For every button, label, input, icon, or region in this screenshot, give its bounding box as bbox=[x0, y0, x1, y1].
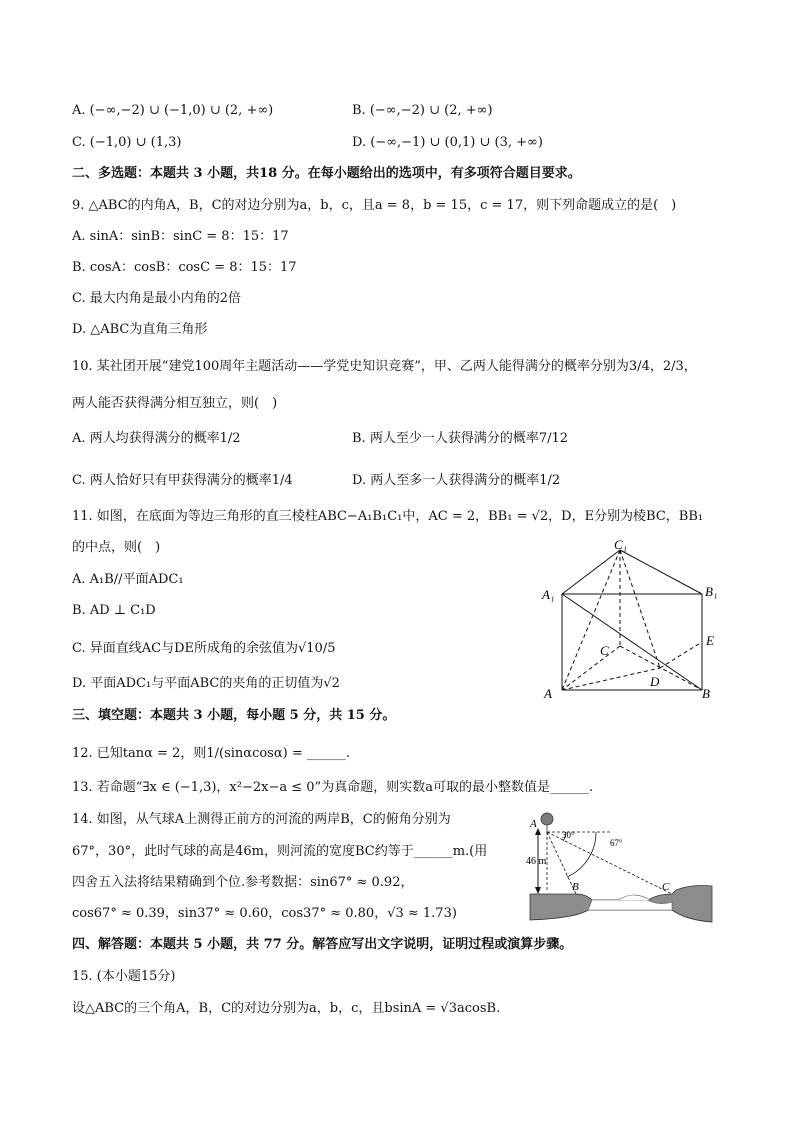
q8-option-a: A. (−∞,−2) ∪ (−1,0) ∪ (2, +∞) bbox=[72, 103, 274, 118]
label-b1: B₁ bbox=[705, 584, 718, 599]
label-c: C bbox=[662, 881, 670, 893]
label-a: A bbox=[544, 686, 552, 701]
label-d: D bbox=[650, 674, 660, 689]
label-a1: A₁ bbox=[542, 587, 555, 602]
q10-stem-line2: 两人能否获得满分相互独立，则( ) bbox=[72, 396, 278, 411]
label-c: C bbox=[600, 643, 609, 658]
section-3-heading: 三、填空题：本题共 3 小题，每小题 5 分，共 15 分。 bbox=[72, 708, 396, 723]
label-b: B bbox=[702, 686, 710, 701]
q8-option-c: C. (−1,0) ∪ (1,3) bbox=[72, 135, 182, 150]
q10-option-c: C. 两人恰好只有甲获得满分的概率1/4 bbox=[72, 473, 293, 488]
prism-figure bbox=[536, 538, 726, 704]
q15-title: 15. (本小题15分) bbox=[72, 969, 176, 984]
q8-option-d: D. (−∞,−1) ∪ (0,1) ∪ (3, +∞) bbox=[352, 135, 543, 150]
q11-option-a: A. A₁B//平面ADC₁ bbox=[72, 572, 184, 587]
q10-stem-line1: 10. 某社团开展“建党100周年主题活动——学党史知识竞赛”，甲、乙两人能得满分的概率分别为3/4，2/3， bbox=[72, 359, 697, 374]
q14-line1: 14. 如图，从气球A上测得正前方的河流的两岸B，C的俯角分别为 bbox=[72, 812, 451, 827]
height-label: 46 m bbox=[526, 856, 547, 867]
q11-option-c: C. 异面直线AC与DE所成角的余弦值为√10/5 bbox=[72, 641, 336, 656]
label-c1: C₁ bbox=[614, 538, 628, 552]
section-4-heading: 四、解答题：本题共 5 小题，共 77 分。解答应写出文字说明，证明过程或演算步骤。 bbox=[72, 937, 573, 952]
q9-stem: 9. △ABC的内角A，B，C的对边分别为a，b，c，且a = 8，b = 15，c = 17，则下列命题成立的是( ) bbox=[72, 198, 677, 213]
balloon-icon bbox=[541, 813, 553, 825]
q12-text: 12. 已知tanα = 2，则1/(sinαcosα) = ______. bbox=[72, 746, 350, 761]
q10-option-b: B. 两人至少一人获得满分的概率7/12 bbox=[352, 431, 569, 446]
angle-67-label: 67° bbox=[610, 838, 623, 848]
angle-30-label: 30° bbox=[562, 830, 575, 840]
q11-option-b: B. AD ⊥ C₁D bbox=[72, 603, 156, 618]
section-2-heading: 二、多选题：本题共 3 小题，共18 分。在每小题给出的选项中，有多项符合题目要求。 bbox=[72, 166, 581, 181]
q9-option-c: C. 最大内角是最小内角的2倍 bbox=[72, 291, 242, 306]
label-b: B bbox=[572, 881, 579, 893]
q14-line4: cos67° ≈ 0.39，sin37° ≈ 0.60，cos37° ≈ 0.80，√3 ≈ 1.73) bbox=[72, 906, 457, 921]
q10-option-a: A. 两人均获得满分的概率1/2 bbox=[72, 431, 241, 446]
q9-option-d: D. △ABC为直角三角形 bbox=[72, 322, 208, 337]
q14-line3: 四舍五入法将结果精确到个位.参考数据：sin67° ≈ 0.92， bbox=[72, 875, 414, 890]
q15-stem: 设△ABC的三个角A，B，C的对边分别为a，b，c，且bsinA = √3acosB. bbox=[72, 1001, 501, 1016]
q14-line2: 67°，30°，此时气球的高是46m，则河流的宽度BC约等于______m.(用 bbox=[72, 844, 488, 859]
q9-option-b: B. cosA：cosB：cosC = 8：15：17 bbox=[72, 260, 297, 275]
q11-option-d: D. 平面ADC₁与平面ABC的夹角的正切值为√2 bbox=[72, 676, 340, 691]
balloon-river-figure bbox=[526, 810, 716, 926]
q9-option-a: A. sinA：sinB：sinC = 8：15：17 bbox=[72, 229, 289, 244]
q8-option-b: B. (−∞,−2) ∪ (2, +∞) bbox=[352, 103, 493, 118]
q10-option-d: D. 两人至多一人获得满分的概率1/2 bbox=[352, 473, 561, 488]
q13-text: 13. 若命题“∃x ∈ (−1,3)，x²−2x−a ≤ 0”为真命题，则实数a可取的最小整数值是______. bbox=[72, 780, 594, 795]
q11-stem-line2: 的中点，则( ) bbox=[72, 540, 161, 555]
label-e: E bbox=[706, 633, 714, 648]
label-a: A bbox=[530, 818, 537, 830]
q11-stem-line1: 11. 如图，在底面为等边三角形的直三棱柱ABC−A₁B₁C₁中，AC = 2，BB₁ = √2，D，E分别为棱BC，BB₁ bbox=[72, 509, 704, 524]
